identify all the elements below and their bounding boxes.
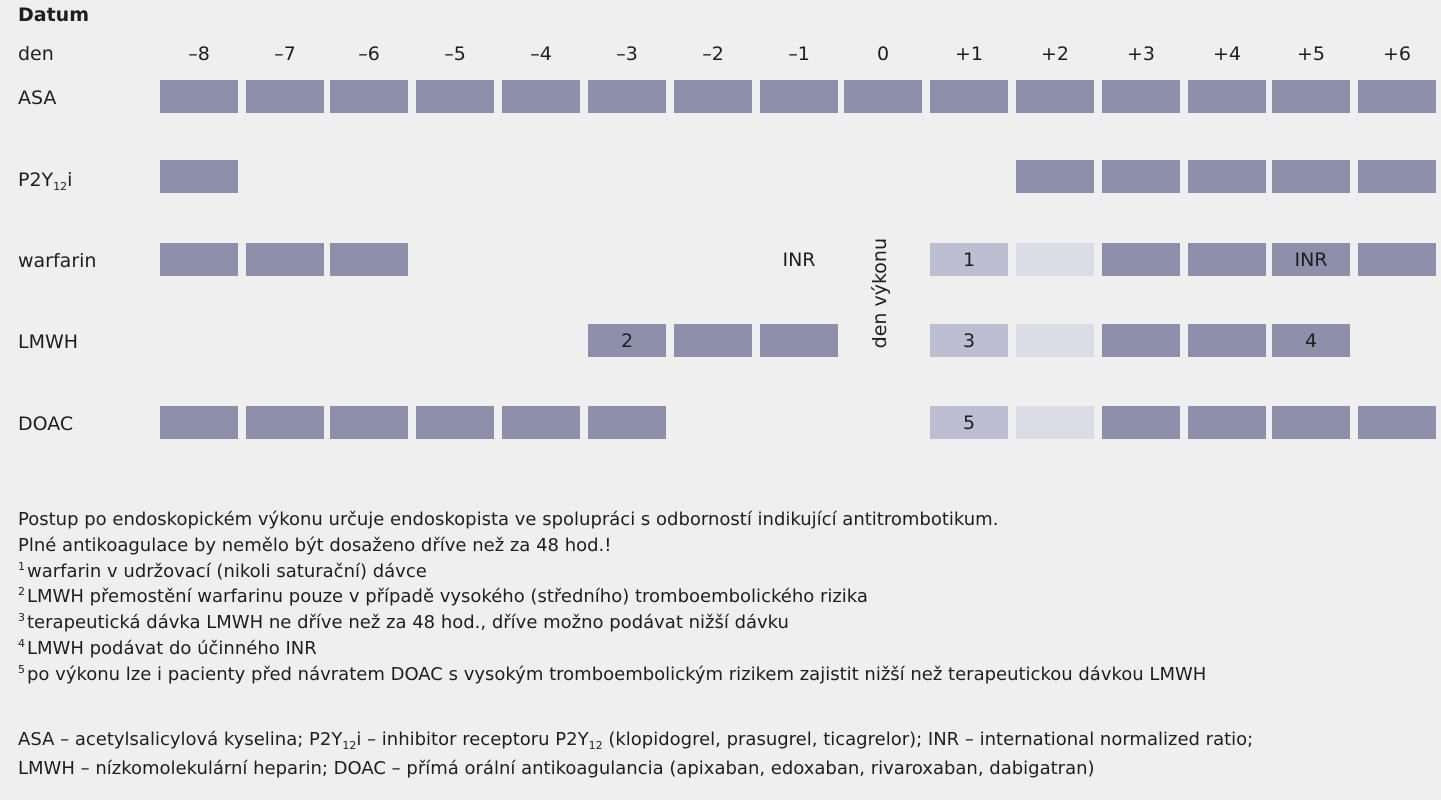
cell-asa-7 xyxy=(674,80,752,113)
row-label-p2y12i-sub: 12 xyxy=(53,180,68,193)
day-label: –1 xyxy=(788,43,810,65)
day-row-label: den xyxy=(18,43,54,65)
cell-p2y12i-1 xyxy=(160,160,238,193)
day-label: –2 xyxy=(702,43,724,65)
footnote-text: po výkonu lze i pacienty před návratem DOAC s vysokým tromboembolickým rizikem zajistit nižší než terapeutickou dávkou LMWH xyxy=(27,663,1207,685)
cell-lmwh-8 xyxy=(760,324,838,357)
cell-warfarin-3 xyxy=(330,243,408,276)
cell-lmwh-2 xyxy=(246,324,324,357)
cell-asa-13 xyxy=(1188,80,1266,113)
abbreviations-line-1 xyxy=(18,725,1253,754)
cell-doac-14 xyxy=(1272,406,1350,439)
footnote-marker: 1 xyxy=(18,559,25,573)
cell-warfarin-11 xyxy=(1016,243,1094,276)
cell-doac-5 xyxy=(502,406,580,439)
cell-label: 3 xyxy=(962,329,976,352)
cell-lmwh-4 xyxy=(416,324,494,357)
day-label: –7 xyxy=(274,43,296,65)
footnote-text: warfarin v udržovací (nikoli saturační) dávce xyxy=(27,560,427,582)
cell-p2y12i-7 xyxy=(674,160,752,193)
cell-asa-11 xyxy=(1016,80,1094,113)
note-line-2: Plné antikoagulace by nemělo být dosaženo dříve než za 48 hod.! xyxy=(18,534,612,556)
cell-asa-5 xyxy=(502,80,580,113)
day-label: +4 xyxy=(1212,43,1241,65)
abbr-sub: 12 xyxy=(588,739,603,752)
cell-p2y12i-5 xyxy=(502,160,580,193)
cell-p2y12i-4 xyxy=(416,160,494,193)
cell-p2y12i-10 xyxy=(930,160,1008,193)
cell-p2y12i-9 xyxy=(844,160,922,193)
row-label-p2y12i-main: P2Y xyxy=(18,169,54,191)
footnote-marker: 4 xyxy=(18,636,25,650)
day-label: –8 xyxy=(188,43,210,65)
abbr-text: (klopidogrel, prasugrel, ticagrelor); INR – international normalized ratio; xyxy=(602,729,1254,750)
cell-asa-6 xyxy=(588,80,666,113)
cell-doac-6 xyxy=(588,406,666,439)
cell-doac-9 xyxy=(844,406,922,439)
cell-lmwh-7 xyxy=(674,324,752,357)
cell-p2y12i-2 xyxy=(246,160,324,193)
cell-lmwh-15 xyxy=(1358,324,1436,357)
cell-p2y12i-6 xyxy=(588,160,666,193)
cell-asa-10 xyxy=(930,80,1008,113)
cell-p2y12i-13 xyxy=(1188,160,1266,193)
cell-lmwh-3 xyxy=(330,324,408,357)
row-label-lmwh: LMWH xyxy=(18,331,79,353)
row-label-warfarin: warfarin xyxy=(18,250,97,272)
footnote-4 xyxy=(18,636,1206,662)
cell-p2y12i-14 xyxy=(1272,160,1350,193)
footnote-5 xyxy=(18,662,1206,688)
cell-doac-8 xyxy=(760,406,838,439)
row-label-asa: ASA xyxy=(18,87,57,109)
row-label-doac: DOAC xyxy=(18,413,74,435)
cell-asa-8 xyxy=(760,80,838,113)
cell-doac-15 xyxy=(1358,406,1436,439)
abbreviations-block xyxy=(18,725,1253,783)
cell-asa-4 xyxy=(416,80,494,113)
cell-warfarin-10 xyxy=(930,243,1008,276)
footnote-text: LMWH přemostění warfarinu pouze v případě vysokého (středního) tromboembolického rizika xyxy=(27,586,868,608)
cell-lmwh-6 xyxy=(588,324,666,357)
procedure-day-label: den výkonu xyxy=(869,238,891,349)
cell-warfarin-15 xyxy=(1358,243,1436,276)
cell-doac-3 xyxy=(330,406,408,439)
cell-warfarin-1 xyxy=(160,243,238,276)
cell-doac-1 xyxy=(160,406,238,439)
cell-doac-12 xyxy=(1102,406,1180,439)
cell-doac-7 xyxy=(674,406,752,439)
day-label: +3 xyxy=(1126,43,1155,65)
cell-warfarin-7 xyxy=(674,243,752,276)
cell-asa-12 xyxy=(1102,80,1180,113)
cell-warfarin-12 xyxy=(1102,243,1180,276)
abbr-sub: 12 xyxy=(342,739,357,752)
day-label: –6 xyxy=(358,43,380,65)
cell-asa-9 xyxy=(844,80,922,113)
footnote-marker: 3 xyxy=(18,611,25,625)
footnote-2 xyxy=(18,584,1206,610)
cell-warfarin-5 xyxy=(502,243,580,276)
row-label-p2y12i-tail: i xyxy=(67,169,73,191)
cell-lmwh-13 xyxy=(1188,324,1266,357)
cell-p2y12i-3 xyxy=(330,160,408,193)
cell-asa-15 xyxy=(1358,80,1436,113)
cell-warfarin-13 xyxy=(1188,243,1266,276)
cell-asa-14 xyxy=(1272,80,1350,113)
cell-p2y12i-15 xyxy=(1358,160,1436,193)
cell-lmwh-10 xyxy=(930,324,1008,357)
footnote-text: LMWH podávat do účinného INR xyxy=(27,637,317,659)
day-label: +6 xyxy=(1382,43,1411,65)
cell-warfarin-8 xyxy=(760,243,838,276)
cell-p2y12i-12 xyxy=(1102,160,1180,193)
cell-label: INR xyxy=(782,248,816,271)
cell-asa-3 xyxy=(330,80,408,113)
day-label: +1 xyxy=(954,43,983,65)
day-label: 0 xyxy=(876,43,890,65)
footnote-3 xyxy=(18,610,1206,636)
footnote-text: terapeutická dávka LMWH ne dříve než za 48 hod., dříve možno podávat nižší dávku xyxy=(27,612,789,634)
day-label: +5 xyxy=(1296,43,1325,65)
abbr-text: ASA – acetylsalicylová kyselina; P2Y xyxy=(18,729,343,750)
cell-lmwh-12 xyxy=(1102,324,1180,357)
abbr-text: i – inhibitor receptoru P2Y xyxy=(356,729,589,750)
day-label: +2 xyxy=(1040,43,1069,65)
cell-lmwh-1 xyxy=(160,324,238,357)
day-label: –4 xyxy=(530,43,552,65)
cell-doac-2 xyxy=(246,406,324,439)
cell-lmwh-5 xyxy=(502,324,580,357)
footnote-1 xyxy=(18,559,1206,585)
cell-label: 2 xyxy=(620,329,634,352)
cell-label: 1 xyxy=(962,248,976,271)
cell-doac-11 xyxy=(1016,406,1094,439)
cell-warfarin-14 xyxy=(1272,243,1350,276)
cell-warfarin-2 xyxy=(246,243,324,276)
day-label: –5 xyxy=(444,43,466,65)
cell-asa-2 xyxy=(246,80,324,113)
cell-lmwh-11 xyxy=(1016,324,1094,357)
abbreviations-line-2: LMWH – nízkomolekulární heparin; DOAC – přímá orální antikoagulancia (apixaban, edoxaban, rivaroxaban, dabigatran) xyxy=(18,758,1095,779)
note-line-1: Postup po endoskopickém výkonu určuje endoskopista ve spolupráci s odborností indikující antitrombotikum. xyxy=(18,509,999,530)
cell-label: 5 xyxy=(962,411,976,434)
day-label: –3 xyxy=(616,43,638,65)
cell-doac-4 xyxy=(416,406,494,439)
cell-p2y12i-11 xyxy=(1016,160,1094,193)
notes-block xyxy=(18,507,1206,688)
cell-warfarin-6 xyxy=(588,243,666,276)
row-label-p2y12i xyxy=(18,168,72,192)
cell-asa-1 xyxy=(160,80,238,113)
cell-lmwh-14 xyxy=(1272,324,1350,357)
chart-title: Datum xyxy=(18,4,89,26)
footnote-marker: 5 xyxy=(18,662,25,676)
cell-p2y12i-8 xyxy=(760,160,838,193)
cell-doac-13 xyxy=(1188,406,1266,439)
cell-doac-10 xyxy=(930,406,1008,439)
cell-warfarin-4 xyxy=(416,243,494,276)
cell-label: 4 xyxy=(1304,329,1318,352)
cell-label: INR xyxy=(1294,248,1328,271)
footnote-marker: 2 xyxy=(18,585,25,599)
